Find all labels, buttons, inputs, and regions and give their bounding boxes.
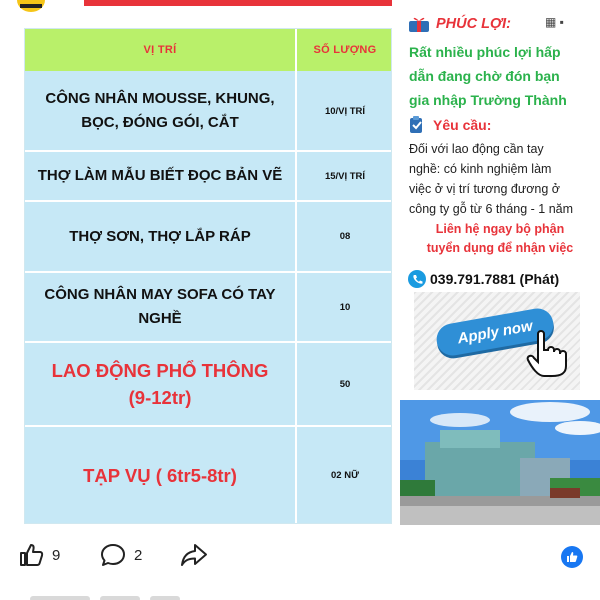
row-position: CÔNG NHÂN MOUSSE, KHUNG, BỌC, ĐÓNG GÓI, CẮT bbox=[45, 90, 275, 131]
factory-photo bbox=[400, 400, 600, 525]
table-row bbox=[25, 202, 391, 271]
row-quantity: 10 bbox=[339, 301, 351, 313]
apply-now-graphic bbox=[414, 292, 580, 390]
phone-contact[interactable] bbox=[408, 270, 559, 288]
contact-text: Liên hệ ngay bộ phận tuyển dụng để nhận việc bbox=[426, 222, 574, 255]
hand-cursor-icon bbox=[524, 328, 570, 378]
table-header bbox=[25, 29, 391, 71]
bee-mascot-icon bbox=[14, 0, 48, 18]
job-positions-table bbox=[24, 28, 392, 524]
post-action-bar bbox=[0, 528, 600, 588]
share-icon bbox=[180, 542, 208, 568]
row-quantity: 50 bbox=[339, 378, 351, 390]
row-position: THỢ LÀM MẪU BIẾT ĐỌC BẢN VẼ bbox=[37, 167, 283, 184]
like-count: 9 bbox=[52, 546, 61, 564]
benefits-title: PHÚC LỢI: bbox=[436, 16, 511, 32]
header-position: VỊ TRÍ bbox=[143, 44, 177, 56]
top-banner bbox=[84, 0, 392, 6]
table-row bbox=[25, 343, 391, 425]
like-icon bbox=[18, 542, 44, 568]
table-row bbox=[25, 152, 391, 200]
header-quantity: SỐ LƯỢNG bbox=[313, 44, 377, 56]
row-position: CÔNG NHÂN MAY SOFA CÓ TAY NGHỀ bbox=[44, 286, 276, 327]
info-column bbox=[400, 0, 600, 528]
requirements-text: Đối với lao động cần tay nghề: có kinh nghiệm làm việc ở vị trí tương đương ở công ty gỗ từ 6 tháng - 1 năm bbox=[409, 142, 574, 216]
phone-number: 039.791.7881 (Phát) bbox=[430, 271, 560, 287]
next-post-preview bbox=[150, 596, 180, 600]
row-position: TẠP VỤ ( 6tr5-8tr) bbox=[83, 464, 237, 486]
row-position: LAO ĐỘNG PHỔ THÔNG bbox=[51, 360, 269, 381]
next-post-edge bbox=[0, 588, 600, 600]
benefits-text: Rất nhiều phúc lợi hấp dẫn đang chờ đón bạn gia nhập Trường Thành bbox=[409, 44, 567, 108]
row-position: THỢ SƠN, THỢ LẮP RÁP bbox=[69, 227, 251, 245]
row-quantity: 15/VỊ TRÍ bbox=[324, 170, 366, 182]
next-post-preview bbox=[100, 596, 140, 600]
row-position-salary: (9-12tr) bbox=[128, 387, 192, 408]
table-row bbox=[25, 273, 391, 341]
apply-now-button: Apply now bbox=[434, 306, 556, 358]
like-button[interactable] bbox=[18, 542, 60, 568]
comment-button[interactable] bbox=[100, 542, 142, 568]
requirement-clipboard-icon bbox=[409, 116, 425, 134]
comment-icon bbox=[100, 542, 126, 568]
phone-icon bbox=[408, 270, 426, 288]
comment-count: 2 bbox=[134, 546, 143, 564]
row-quantity: 02 NỮ bbox=[331, 469, 359, 481]
table-row bbox=[25, 71, 391, 151]
row-quantity: 10/VỊ TRÍ bbox=[324, 105, 366, 117]
share-button[interactable] bbox=[180, 542, 208, 568]
table-row bbox=[25, 427, 391, 523]
header-decor-icons: ▦ ▪ bbox=[545, 15, 564, 29]
requirements-title: Yêu cầu: bbox=[433, 117, 492, 133]
row-quantity: 08 bbox=[339, 231, 351, 242]
benefit-gift-icon bbox=[408, 15, 430, 33]
like-badge-icon[interactable] bbox=[561, 546, 583, 568]
next-post-preview bbox=[30, 596, 90, 600]
